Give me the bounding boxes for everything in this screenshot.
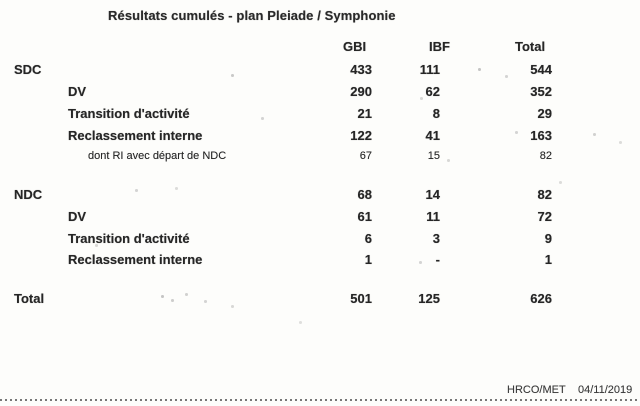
cell-ibf: 14 — [425, 187, 440, 202]
cell-ibf: 125 — [418, 291, 440, 306]
cell-ibf: 111 — [419, 62, 440, 77]
table-row-sdc — [0, 62, 640, 78]
cell-total: 72 — [537, 209, 552, 224]
table-row-ndc-reclassement — [0, 252, 640, 268]
row-label: SDC — [14, 62, 42, 77]
column-header-ibf: IBF — [429, 39, 450, 54]
cell-gbi: 1 — [364, 252, 372, 267]
table-row-ndc-transition — [0, 231, 640, 247]
cell-total: 626 — [530, 291, 552, 306]
page-title: Résultats cumulés - plan Pleiade / Symphonie — [108, 8, 396, 23]
row-label: NDC — [14, 187, 43, 202]
table-row-sdc-reclassement — [0, 128, 640, 144]
row-label: Transition d'activité — [68, 231, 190, 246]
cell-gbi: 290 — [350, 84, 372, 99]
footer-date-label: 04/11/2019 — [578, 384, 633, 396]
cell-gbi: 433 — [350, 62, 372, 77]
footer-department-label: HRCO/MET — [507, 384, 566, 396]
cell-ibf: 3 — [432, 231, 440, 246]
cell-total: 1 — [544, 252, 552, 267]
cell-total: 82 — [537, 187, 552, 202]
cell-total: 29 — [537, 106, 552, 121]
cell-total: 544 — [530, 62, 552, 77]
row-label: Total — [14, 291, 45, 306]
page-edge-dashed-line — [0, 399, 640, 401]
row-label: dont RI avec départ de NDC — [88, 150, 227, 162]
row-label: Reclassement interne — [68, 252, 203, 267]
cell-ibf: - — [435, 252, 440, 267]
cell-gbi: 61 — [357, 209, 372, 224]
cell-ibf: 8 — [432, 106, 440, 121]
scan-noise-artifacts — [0, 0, 1, 1]
cell-gbi: 68 — [357, 187, 372, 202]
cell-gbi: 21 — [357, 106, 372, 121]
cell-ibf: 62 — [425, 84, 440, 99]
table-row-sdc-dont-ri — [0, 150, 640, 166]
cell-total: 82 — [539, 150, 552, 162]
cell-total: 352 — [530, 84, 552, 99]
cell-gbi: 501 — [350, 291, 372, 306]
table-header-row — [0, 39, 640, 55]
cell-ibf: 15 — [427, 150, 440, 162]
cell-ibf: 11 — [426, 209, 440, 224]
column-header-total: Total — [515, 39, 546, 54]
table-row-ndc — [0, 187, 640, 203]
row-label: DV — [68, 84, 87, 99]
cell-gbi: 6 — [364, 231, 372, 246]
cell-total: 9 — [544, 231, 552, 246]
table-row-sdc-dv — [0, 84, 640, 100]
row-label: Transition d'activité — [68, 106, 190, 121]
cell-ibf: 41 — [425, 128, 440, 143]
table-row-sdc-transition — [0, 106, 640, 122]
cell-gbi: 67 — [359, 150, 372, 162]
cell-total: 163 — [530, 128, 552, 143]
cell-gbi: 122 — [350, 128, 372, 143]
row-label: DV — [68, 209, 87, 224]
table-row-grand-total — [0, 291, 640, 307]
row-label: Reclassement interne — [68, 128, 203, 143]
table-row-ndc-dv — [0, 209, 640, 225]
column-header-gbi: GBI — [343, 39, 367, 54]
